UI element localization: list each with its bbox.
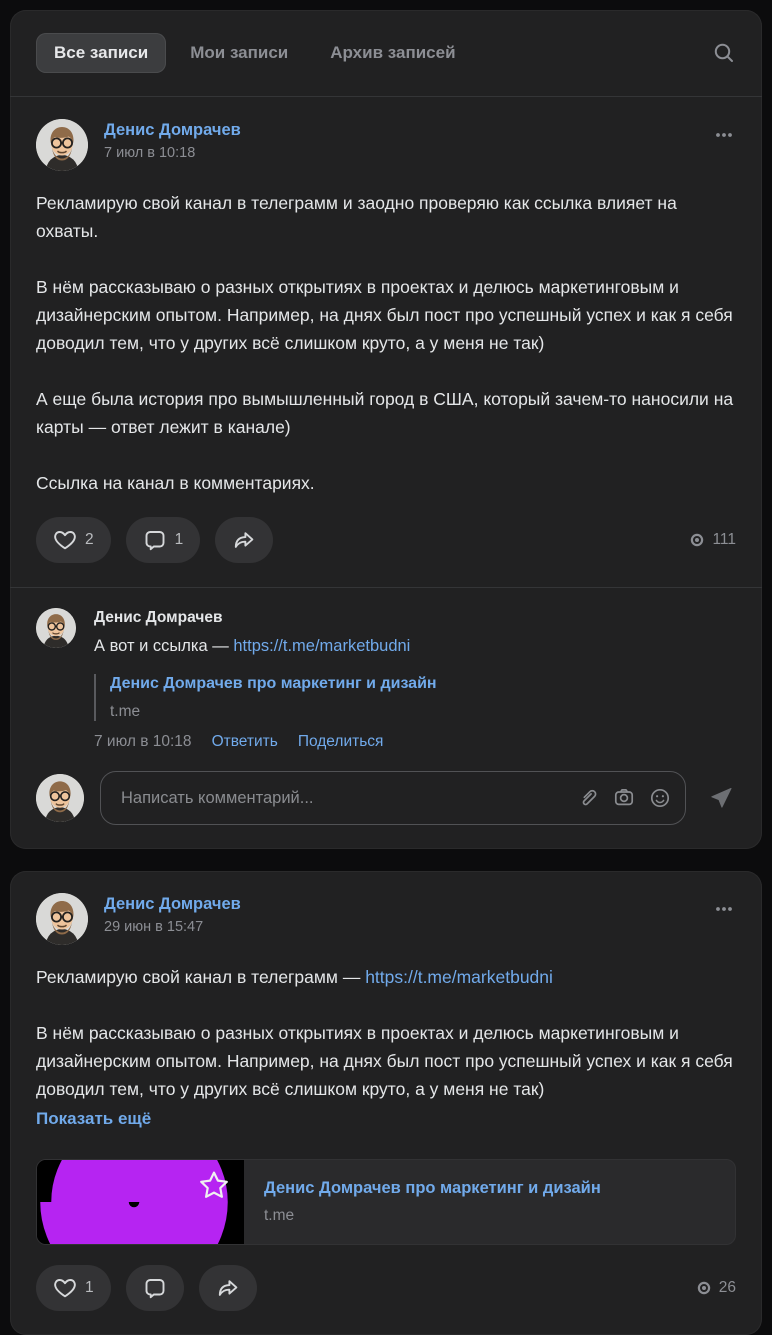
like-button[interactable] xyxy=(36,517,111,563)
views-counter xyxy=(696,1279,736,1297)
post-actions xyxy=(36,1265,736,1335)
post-text xyxy=(36,189,736,497)
views-icon xyxy=(689,532,705,548)
post-card-2 xyxy=(10,871,762,1335)
send-icon[interactable] xyxy=(702,782,736,814)
share-icon xyxy=(232,528,256,552)
like-count: 2 xyxy=(85,531,94,548)
share-button[interactable] xyxy=(199,1265,257,1311)
preview-body[interactable] xyxy=(244,1160,621,1244)
snippet-title-link[interactable]: Денис Домрачев про маркетинг и дизайн xyxy=(110,675,437,692)
comments-section xyxy=(10,588,762,849)
more-options-icon[interactable] xyxy=(712,893,736,925)
preview-thumbnail[interactable] xyxy=(37,1160,244,1244)
post-paragraph: В нём рассказываю о разных открытиях в проектах и делюсь маркетинговым и дизайнерским опытом. Например, на днях был пост про успешный успех и как я себя доводил тем, что у других всё слишком круто, а у меня не так) xyxy=(36,277,733,353)
share-button[interactable] xyxy=(215,517,273,563)
post-paragraph: Ссылка на канал в комментариях. xyxy=(36,473,315,493)
comment-button[interactable] xyxy=(126,517,201,563)
comment-item xyxy=(36,608,736,751)
views-count: 26 xyxy=(718,1279,736,1296)
views-counter xyxy=(689,531,736,549)
avatar[interactable] xyxy=(36,893,88,945)
post-actions xyxy=(36,517,736,587)
comment-composer xyxy=(36,771,736,825)
avatar[interactable] xyxy=(36,119,88,171)
comment-button[interactable] xyxy=(126,1265,184,1311)
tab-my-posts[interactable]: Мои записи xyxy=(190,43,289,62)
post-1 xyxy=(10,97,762,587)
post-paragraph: В нём рассказываю о разных открытиях в проектах и делюсь маркетинговым и дизайнерским опытом. Например, на днях был пост про успешный успех и как я себя доводил тем, что у других всё слишком круто, а у меня не так) xyxy=(36,1023,733,1099)
spiral-image xyxy=(37,1160,244,1244)
comment-text-prefix: А вот и ссылка — xyxy=(94,637,234,655)
comment-text xyxy=(94,634,736,658)
post-paragraph xyxy=(36,963,736,991)
comment-author-link[interactable]: Денис Домрачев xyxy=(94,609,223,626)
tab-all-posts[interactable]: Все записи xyxy=(36,33,166,73)
feed-card xyxy=(10,10,762,849)
comment-icon xyxy=(143,528,167,552)
snippet-domain: t.me xyxy=(110,703,141,720)
emoji-icon[interactable] xyxy=(649,787,671,809)
attach-icon[interactable] xyxy=(576,787,599,810)
post-author-link[interactable]: Денис Домрачев xyxy=(104,121,241,139)
comment-input[interactable] xyxy=(100,771,686,825)
post-text xyxy=(36,963,736,1133)
avatar xyxy=(36,774,84,822)
more-options-icon[interactable] xyxy=(712,119,736,151)
search-icon[interactable] xyxy=(712,41,736,65)
comment-input-placeholder: Написать комментарий... xyxy=(121,788,314,807)
tab-archive-posts[interactable]: Архив записей xyxy=(330,43,456,62)
post-2 xyxy=(10,871,762,1335)
preview-title-link[interactable]: Денис Домрачев про маркетинг и дизайн xyxy=(264,1179,601,1197)
link-snippet xyxy=(94,674,736,721)
like-button[interactable] xyxy=(36,1265,111,1311)
camera-icon[interactable] xyxy=(613,786,635,810)
preview-domain: t.me xyxy=(264,1207,295,1224)
views-count: 111 xyxy=(712,531,736,548)
post-author-link[interactable]: Денис Домрачев xyxy=(104,895,241,913)
show-more-link[interactable]: Показать ещё xyxy=(36,1109,152,1128)
post-date[interactable]: 29 июн в 15:47 xyxy=(104,919,204,935)
comment-share-button[interactable]: Поделиться xyxy=(297,733,384,750)
comment-date[interactable]: 7 июл в 10:18 xyxy=(94,733,192,750)
like-count: 1 xyxy=(85,1279,94,1296)
views-icon xyxy=(696,1280,712,1296)
heart-icon xyxy=(53,528,77,552)
avatar[interactable] xyxy=(36,608,76,648)
post-date[interactable]: 7 июл в 10:18 xyxy=(104,145,196,161)
post-paragraph: Рекламирую свой канал в телеграмм и заодно проверяю как ссылка влияет на охваты. xyxy=(36,193,677,241)
wall-tabs xyxy=(10,10,762,96)
post-paragraph: А еще была история про вымышленный город в США, который зачем-то наносили на карты — ответ лежит в канале) xyxy=(36,389,734,437)
comment-count: 1 xyxy=(174,531,184,548)
reply-button[interactable]: Ответить xyxy=(211,733,278,750)
comment-link[interactable]: https://t.me/marketbudni xyxy=(233,637,411,655)
post-link[interactable]: https://t.me/marketbudni xyxy=(365,967,553,987)
post-line-prefix: Рекламирую свой канал в телеграмм — xyxy=(36,967,366,987)
link-preview-card xyxy=(36,1159,736,1245)
